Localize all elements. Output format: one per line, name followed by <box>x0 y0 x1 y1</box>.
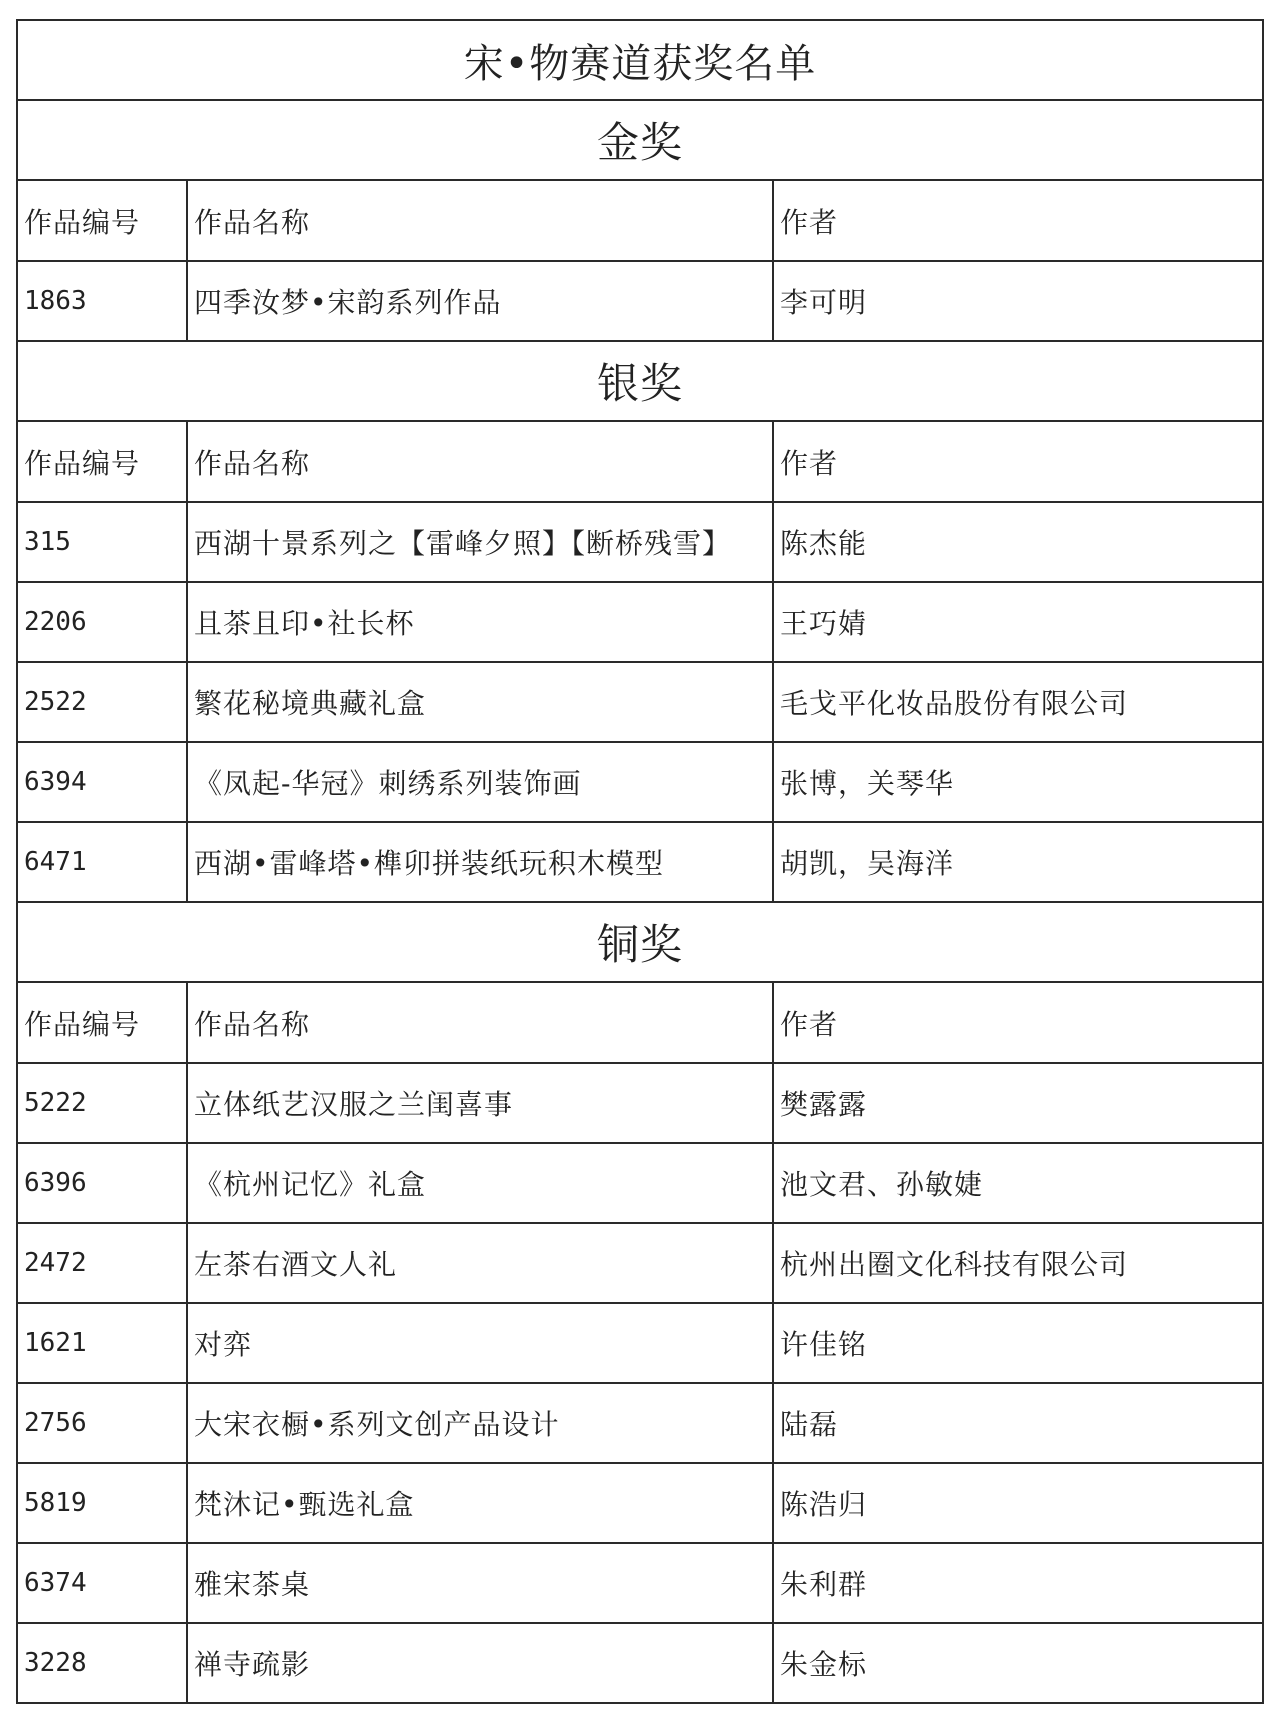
silver-heading: 银奖 <box>17 341 1263 421</box>
work-id: 2472 <box>17 1223 187 1303</box>
work-name: 雅宋茶桌 <box>187 1543 773 1623</box>
column-header-name: 作品名称 <box>187 982 773 1063</box>
table-row <box>17 1623 1263 1703</box>
work-author: 毛戈平化妆品股份有限公司 <box>773 662 1263 742</box>
title-row <box>17 20 1263 100</box>
table-row <box>17 502 1263 582</box>
work-name: 繁花秘境典藏礼盒 <box>187 662 773 742</box>
table-row <box>17 582 1263 662</box>
work-name: 对弈 <box>187 1303 773 1383</box>
column-header-author: 作者 <box>773 982 1263 1063</box>
gold-column-header-row <box>17 180 1263 261</box>
work-author: 胡凯，吴海洋 <box>773 822 1263 902</box>
work-id: 6471 <box>17 822 187 902</box>
table-row <box>17 1463 1263 1543</box>
work-id: 315 <box>17 502 187 582</box>
table-row <box>17 662 1263 742</box>
table-row <box>17 1223 1263 1303</box>
column-header-name: 作品名称 <box>187 421 773 502</box>
column-header-name: 作品名称 <box>187 180 773 261</box>
bronze-column-header-row <box>17 982 1263 1063</box>
work-author: 池文君、孙敏婕 <box>773 1143 1263 1223</box>
work-id: 1863 <box>17 261 187 341</box>
gold-section-row <box>17 100 1263 180</box>
work-author: 陈浩归 <box>773 1463 1263 1543</box>
table-row <box>17 261 1263 341</box>
work-name: 《凤起-华冠》刺绣系列装饰画 <box>187 742 773 822</box>
table-row <box>17 1383 1263 1463</box>
work-id: 6396 <box>17 1143 187 1223</box>
work-name: 左茶右酒文人礼 <box>187 1223 773 1303</box>
work-name: 梵沐记•甄选礼盒 <box>187 1463 773 1543</box>
work-name: 大宋衣橱•系列文创产品设计 <box>187 1383 773 1463</box>
table-row <box>17 1543 1263 1623</box>
column-header-author: 作者 <box>773 421 1263 502</box>
bronze-heading: 铜奖 <box>17 902 1263 982</box>
column-header-id: 作品编号 <box>17 180 187 261</box>
work-author: 王巧婧 <box>773 582 1263 662</box>
work-name: 且茶且印•社长杯 <box>187 582 773 662</box>
work-name: 西湖•雷峰塔•榫卯拼装纸玩积木模型 <box>187 822 773 902</box>
table-row <box>17 1063 1263 1143</box>
gold-heading: 金奖 <box>17 100 1263 180</box>
work-id: 2206 <box>17 582 187 662</box>
work-author: 杭州出圈文化科技有限公司 <box>773 1223 1263 1303</box>
work-author: 陆磊 <box>773 1383 1263 1463</box>
work-id: 6374 <box>17 1543 187 1623</box>
work-author: 樊露露 <box>773 1063 1263 1143</box>
work-id: 5222 <box>17 1063 187 1143</box>
column-header-author: 作者 <box>773 180 1263 261</box>
table-row <box>17 822 1263 902</box>
silver-section-row <box>17 341 1263 421</box>
column-header-id: 作品编号 <box>17 421 187 502</box>
work-name: 西湖十景系列之【雷峰夕照】【断桥残雪】 <box>187 502 773 582</box>
column-header-id: 作品编号 <box>17 982 187 1063</box>
work-author: 许佳铭 <box>773 1303 1263 1383</box>
table-row <box>17 742 1263 822</box>
work-id: 2522 <box>17 662 187 742</box>
work-id: 1621 <box>17 1303 187 1383</box>
work-name: 禅寺疏影 <box>187 1623 773 1703</box>
work-author: 陈杰能 <box>773 502 1263 582</box>
work-author: 李可明 <box>773 261 1263 341</box>
bronze-section-row <box>17 902 1263 982</box>
work-id: 2756 <box>17 1383 187 1463</box>
table-title: 宋•物赛道获奖名单 <box>17 20 1263 100</box>
work-name: 《杭州记忆》礼盒 <box>187 1143 773 1223</box>
work-id: 3228 <box>17 1623 187 1703</box>
work-name: 立体纸艺汉服之兰闺喜事 <box>187 1063 773 1143</box>
work-author: 朱利群 <box>773 1543 1263 1623</box>
work-name: 四季汝梦•宋韵系列作品 <box>187 261 773 341</box>
silver-column-header-row <box>17 421 1263 502</box>
award-list-table <box>16 19 1264 1704</box>
table-row <box>17 1303 1263 1383</box>
work-author: 张博，关琴华 <box>773 742 1263 822</box>
work-id: 5819 <box>17 1463 187 1543</box>
table-row <box>17 1143 1263 1223</box>
work-author: 朱金标 <box>773 1623 1263 1703</box>
work-id: 6394 <box>17 742 187 822</box>
